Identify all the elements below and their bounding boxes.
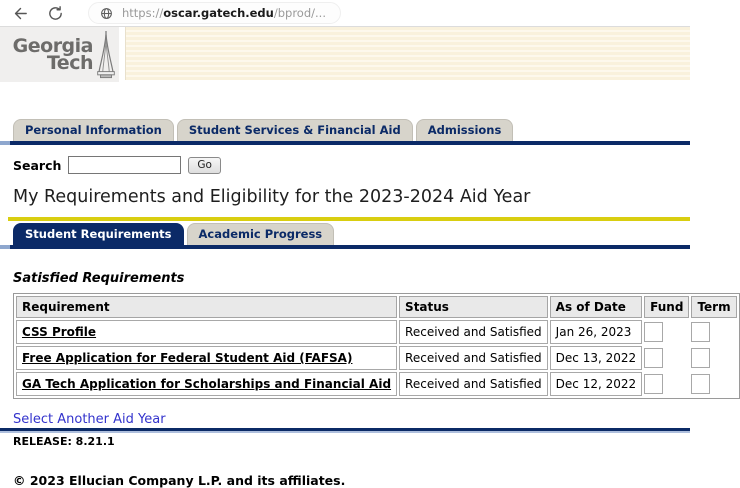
term-cell	[691, 346, 736, 370]
refresh-icon[interactable]	[47, 5, 64, 22]
requirement-link-css-profile[interactable]: CSS Profile	[22, 325, 97, 339]
tab-personal-information[interactable]: Personal Information	[13, 119, 174, 141]
requirement-link-fafsa[interactable]: Free Application for Federal Student Aid (FAFSA)	[22, 351, 353, 365]
satisfied-requirements-heading: Satisfied Requirements	[13, 271, 185, 286]
menu-divider-rule	[0, 141, 690, 145]
search-label: Search	[13, 157, 62, 173]
gold-divider-rule	[8, 217, 690, 221]
go-button[interactable]: Go	[188, 157, 221, 174]
main-menu-tabs	[0, 119, 690, 141]
empty-fund-box	[644, 374, 663, 394]
address-bar[interactable]	[88, 2, 341, 24]
table-row	[16, 346, 737, 370]
url-path: /bprod/...	[273, 6, 326, 20]
georgia-tech-logo	[0, 27, 119, 82]
copyright-notice: © 2023 Ellucian Company L.P. and its affiliates.	[13, 473, 346, 488]
tab-admissions[interactable]: Admissions	[416, 119, 514, 141]
fund-cell	[644, 346, 689, 370]
column-header-requirement: Requirement	[16, 296, 397, 318]
georgia-tech-wordmark	[12, 34, 93, 74]
empty-term-box	[691, 374, 710, 394]
status-cell: Received and Satisfied	[399, 346, 548, 370]
requirements-table	[13, 293, 740, 399]
fund-cell	[644, 320, 689, 344]
tab-academic-progress[interactable]: Academic Progress	[187, 223, 335, 245]
term-cell	[691, 320, 736, 344]
tab-student-requirements[interactable]: Student Requirements	[13, 223, 184, 245]
requirement-link-ga-tech-application[interactable]: GA Tech Application for Scholarships and Financial Aid	[22, 377, 392, 391]
logo-line-tech: Tech	[46, 51, 93, 74]
term-cell	[691, 372, 736, 396]
globe-icon	[100, 7, 113, 20]
tab-student-services-financial-aid[interactable]: Student Services & Financial Aid	[177, 119, 413, 141]
search-row	[0, 156, 690, 174]
url-text	[122, 6, 326, 20]
aid-sub-tabs	[0, 223, 690, 245]
tech-tower-icon	[94, 30, 118, 80]
as-of-date-cell: Dec 12, 2022	[550, 372, 642, 396]
page-title: My Requirements and Eligibility for the 2023-2024 Aid Year	[13, 187, 531, 207]
column-header-as-of-date: As of Date	[550, 296, 642, 318]
empty-fund-box	[644, 322, 663, 342]
select-another-aid-year-link[interactable]: Select Another Aid Year	[13, 412, 166, 427]
release-version: RELEASE: 8.21.1	[13, 435, 115, 448]
url-scheme: https://	[122, 6, 164, 20]
empty-term-box	[691, 348, 710, 368]
column-header-status: Status	[399, 296, 548, 318]
status-cell: Received and Satisfied	[399, 372, 548, 396]
back-icon[interactable]	[12, 5, 29, 22]
browser-toolbar	[0, 0, 690, 27]
empty-term-box	[691, 322, 710, 342]
as-of-date-cell: Dec 13, 2022	[550, 346, 642, 370]
site-header	[0, 27, 690, 82]
sub-tab-divider-rule	[0, 245, 690, 249]
url-host: oscar.gatech.edu	[163, 6, 274, 20]
search-input[interactable]	[68, 156, 181, 174]
footer-divider-rule	[0, 428, 690, 433]
empty-fund-box	[644, 348, 663, 368]
fund-cell	[644, 372, 689, 396]
header-banner-band	[125, 27, 690, 80]
status-cell: Received and Satisfied	[399, 320, 548, 344]
table-row	[16, 320, 737, 344]
column-header-term: Term	[691, 296, 736, 318]
logo-line-georgia: Georgia	[12, 34, 93, 57]
column-header-fund: Fund	[644, 296, 689, 318]
table-row	[16, 372, 737, 396]
as-of-date-cell: Jan 26, 2023	[550, 320, 642, 344]
table-header-row	[16, 296, 737, 318]
